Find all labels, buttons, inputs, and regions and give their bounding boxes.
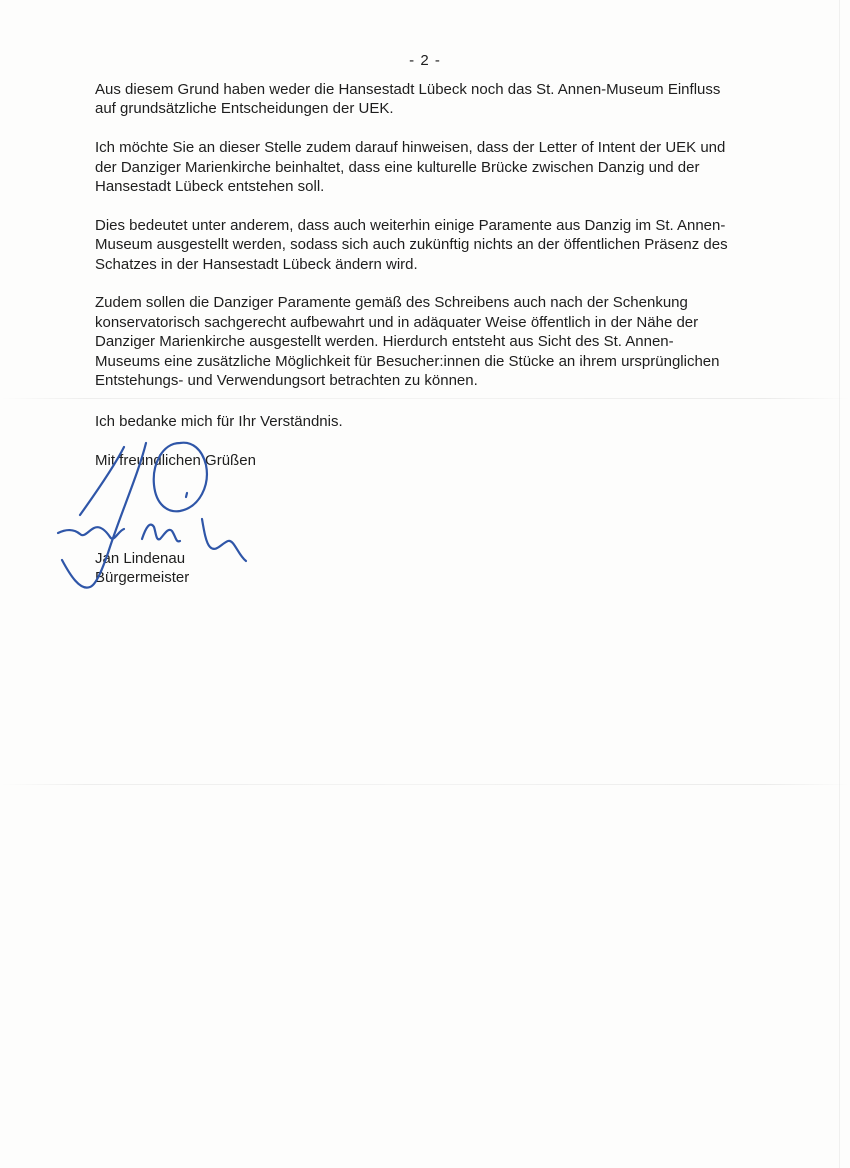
- paragraph-1: Aus diesem Grund haben weder die Hansestadt Lübeck noch das St. Annen-Museum Einfluss auf grundsätzliche Entscheidungen der UEK.: [95, 81, 721, 118]
- paragraph-3: Dies bedeutet unter anderem, dass auch weiterhin einige Paramente aus Danzig im St. Annen- Museum ausgestellt werden, sodass sich auch zukünftig nichts an der öffentlichen Präsenz des Schatzes in der Hansestadt Lübeck ändern wird.: [95, 216, 728, 273]
- signature-stroke: [186, 493, 187, 497]
- signature-stroke: [80, 447, 124, 515]
- letter-body: [95, 80, 755, 410]
- signature-stroke: [62, 443, 146, 588]
- closing-greeting: Mit freundlichen Grüßen: [95, 452, 256, 469]
- paragraph-4: Zudem sollen die Danziger Paramente gemäß des Schreibens auch nach der Schenkung konservatorisch sachgerecht aufbewahrt und in adäquater Weise öffentlich in der Nähe der Danziger Marienkirche ausgestellt werden. Hierdurch entsteht aus Sicht des St. Annen- Museums eine zusätzliche Möglichkeit für Besucher:innen die Stücke an ihrem ursprünglichen Entstehungs- und Verwendungsort betrachten zu können.: [95, 294, 720, 390]
- signature-stroke: [142, 525, 180, 542]
- thanks-line: Ich bedanke mich für Ihr Verständnis.: [95, 413, 343, 430]
- signature-stroke: [154, 443, 207, 512]
- signatory-name: Jan Lindenau: [95, 550, 186, 567]
- handwritten-signature: [50, 435, 260, 600]
- signatory-title: Bürgermeister: [95, 569, 190, 586]
- signature-stroke: [202, 519, 246, 561]
- paper-fold-line: [0, 784, 850, 785]
- paper-edge: [839, 0, 840, 1168]
- paragraph-2: Ich möchte Sie an dieser Stelle zudem darauf hinweisen, dass der Letter of Intent der UEK und der Danziger Marienkirche beinhaltet, dass eine kulturelle Brücke zwischen Danzig und der Hansestadt Lübeck entstehen soll.: [95, 139, 726, 196]
- page-number: - 2 -: [409, 52, 441, 69]
